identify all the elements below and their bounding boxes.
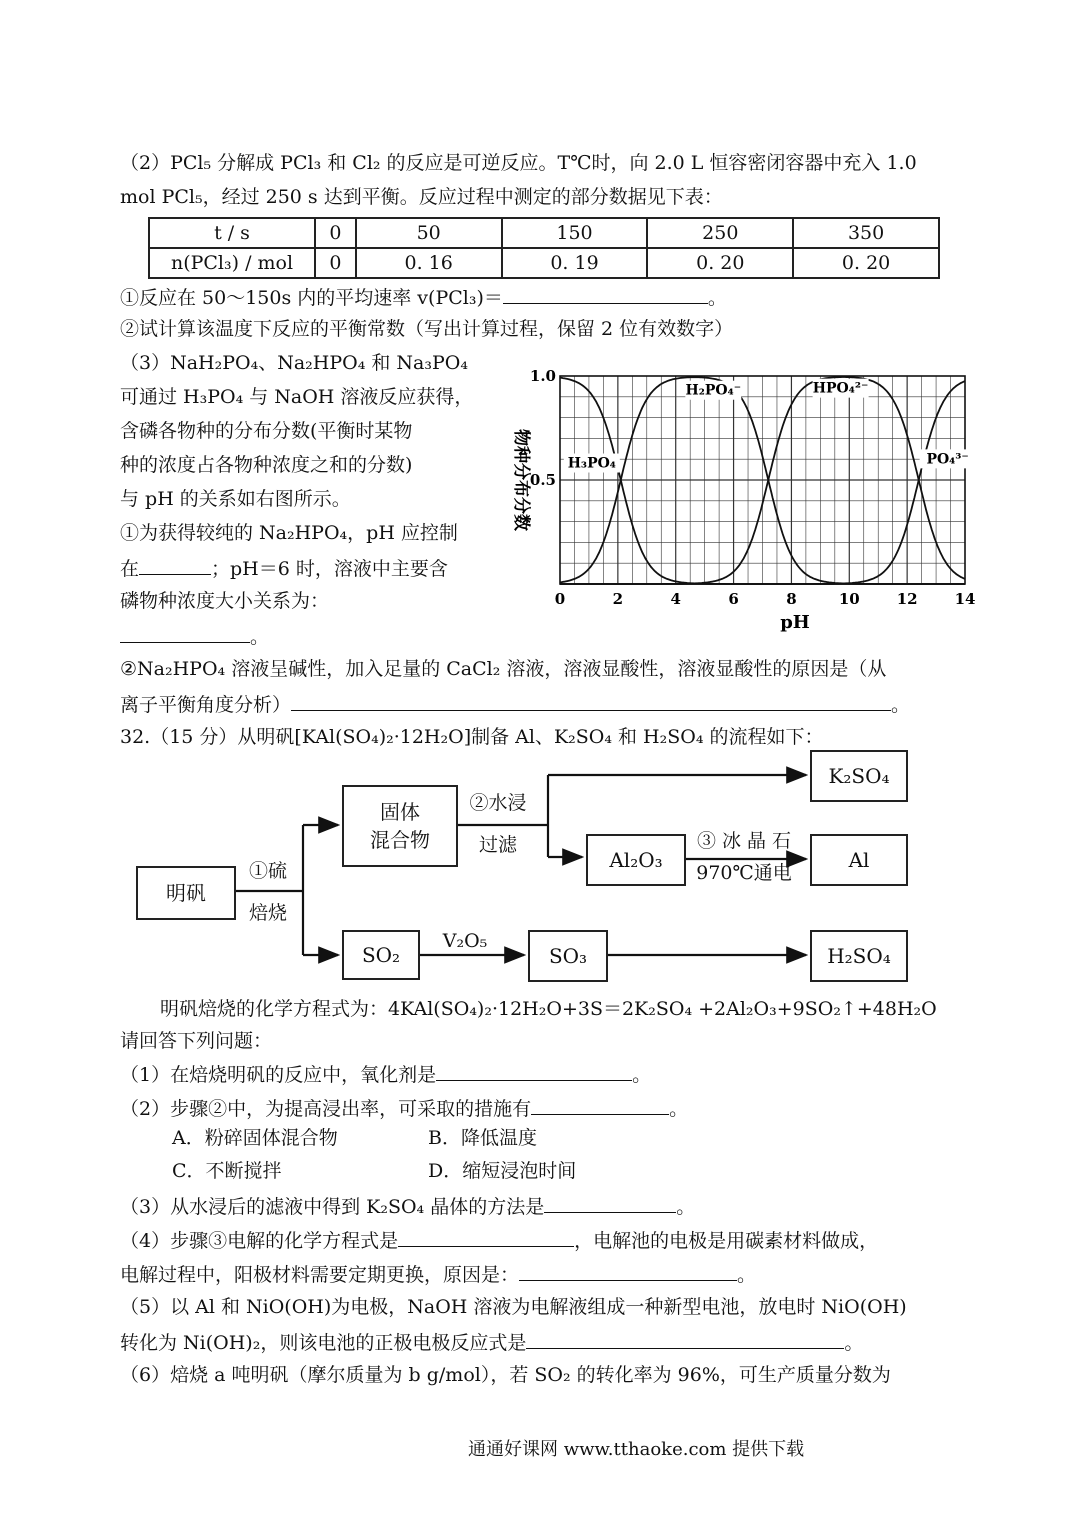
table-cell: 0. 20 [647,248,793,278]
step3-label-top: ③ 冰 晶 石 [696,830,792,852]
q3-line8: 磷物种浓度大小关系为： [120,590,330,612]
q3-line9-end: 。 [250,626,270,648]
q32-p2-text: （2）步骤②中，为提高浸出率，可采取的措施有 [120,1098,532,1120]
table-cell: 250 [647,218,793,248]
step1-label-top: ①硫 [248,860,287,882]
step3-label-bottom: 970℃通电 [696,862,792,884]
q2-line1: （2）PCl₅ 分解成 PCl₃ 和 Cl₂ 的反应是可逆反应。T℃时，向 2.0 L 恒容密闭容器中充入 1.0 [120,152,917,174]
catalyst-label: V₂O₅ [442,930,488,952]
q2-line2: mol PCl₅，经过 250 s 达到平衡。反应过程中测定的部分数据见下表： [120,186,723,208]
option-a: A．粉碎固体混合物 [172,1127,338,1149]
q3-line7-b: ；pH＝6 时，溶液中主要含 [211,558,448,580]
q32-p4-line2 [120,1262,756,1287]
q32-p5-end: 。 [844,1332,864,1354]
q32-p2-end: 。 [669,1098,689,1120]
answer-blank[interactable] [544,1194,676,1213]
box-alum: 明矾 [136,866,236,920]
q32-p5-line2 [120,1330,863,1355]
box-so2: SO₂ [342,930,420,980]
box-h2so4: H₂SO₄ [810,930,908,982]
box-so3: SO₃ [528,930,608,982]
x-axis-label: pH [780,612,810,633]
q2-sub1-end: 。 [707,287,727,309]
y-axis-label: 物种分布分数 [511,429,531,531]
table-cell: 0. 16 [356,248,502,278]
species-label: H₂PO₄⁻ [685,382,742,399]
q3-line: 可通过 H₃PO₄ 与 NaOH 溶液反应获得， [120,386,474,408]
q2-sub2: ②试计算该温度下反应的平衡常数（写出计算过程，保留 2 位有效数字） [120,318,734,340]
box-k2so4: K₂SO₄ [810,750,908,802]
box-al2o3: Al₂O₃ [586,834,686,886]
q32-p5-line1: （5）以 Al 和 NiO(OH)为电极，NaOH 溶液为电解液组成一种新型电池，放电时 NiO(OH) [120,1296,907,1318]
box-solid-mixture [342,785,458,867]
footer-credit: 通通好课网 www.tthaoke.com 提供下载 [468,1439,805,1460]
species-label: HPO₄²⁻ [812,380,869,397]
species-label: PO₄³⁻ [926,451,969,468]
table-cell: n(PCl₃) / mol [149,248,315,278]
q32-p3 [120,1194,695,1219]
table-cell: 0. 19 [502,248,648,278]
x-tick-label: 6 [728,590,739,608]
table-cell: 0 [315,218,356,248]
answer-blank[interactable] [398,1228,574,1247]
q32-p6: （6）焙烧 a 吨明矾（摩尔质量为 b g/mol），若 SO₂ 的转化率为 96%，可生产质量分数为 [120,1364,891,1386]
q32-p5-text: 转化为 Ni(OH)₂，则该电池的正极电极反应式是 [120,1332,527,1354]
table-cell: 50 [356,218,502,248]
box-solid-mixture-line2: 混合物 [370,828,430,852]
answer-blank[interactable] [519,1262,737,1281]
option-d: D．缩短浸泡时间 [428,1160,577,1182]
answer-blank[interactable] [531,1096,669,1115]
q3-line7-a: 在 [120,558,140,580]
x-tick-label: 12 [896,590,918,608]
q3-sub2-line2-b: 。 [891,694,911,716]
q32-p3-end: 。 [676,1196,696,1218]
box-solid-mixture-line1: 固体 [380,800,420,824]
option-c: C．不断搅拌 [172,1160,282,1182]
table-cell: 0 [315,248,356,278]
answer-blank[interactable] [526,1330,844,1349]
table-cell: 150 [502,218,648,248]
answer-blank[interactable] [436,1062,632,1081]
box-al: Al [810,834,908,886]
q3-line: （3）NaH₂PO₄、Na₂HPO₄ 和 Na₃PO₄ [120,352,468,374]
table-cell: 0. 20 [793,248,939,278]
q32-p1-end: 。 [632,1064,652,1086]
q32-title: 32.（15 分）从明矾[KAl(SO₄)₂·12H₂O]制备 Al、K₂SO₄ 和 H₂SO₄ 的流程如下： [120,726,824,748]
y-tick-label: 0.5 [529,471,556,489]
q32-p1 [120,1062,651,1087]
q32-p1-text: （1）在焙烧明矾的反应中，氧化剂是 [120,1064,437,1086]
option-b: B．降低温度 [428,1127,537,1149]
q32-p3-text: （3）从水浸后的滤液中得到 K₂SO₄ 晶体的方法是 [120,1196,545,1218]
q3-line: ①为获得较纯的 Na₂HPO₄，pH 应控制 [120,522,458,544]
prompt: 请回答下列问题： [120,1030,273,1052]
q3-line: 含磷各物种的分布分数(平衡时某物 [120,420,413,442]
x-tick-label: 14 [954,590,976,608]
q32-p2 [120,1096,688,1121]
species-label: H₃PO₄ [567,455,616,472]
q32-p4-text3: 电解过程中，阳极材料需要定期更换，原因是： [120,1264,520,1286]
q3-line: 与 pH 的关系如右图所示。 [120,488,351,510]
roasting-equation: 明矾焙烧的化学方程式为：4KAl(SO₄)₂·12H₂O+3S＝2K₂SO₄ +2Al₂O₃+9SO₂↑+48H₂O [160,998,937,1020]
step1-label-bottom: 焙烧 [248,902,287,924]
q3-sub2-line1: ②Na₂HPO₄ 溶液呈碱性，加入足量的 CaCl₂ 溶液，溶液显酸性，溶液显酸性的原因是（从 [120,658,887,680]
step2-label-bottom: 过滤 [478,834,517,856]
x-tick-label: 10 [838,590,860,608]
x-tick-label: 2 [612,590,624,608]
table-cell: t / s [149,218,315,248]
x-tick-label: 8 [786,590,797,608]
x-tick-label: 4 [670,590,681,608]
table-cell: 350 [793,218,939,248]
y-tick-label: 1.0 [529,367,556,385]
q32-p4-text2: ，电解池的电极是用碳素材料做成， [574,1230,879,1252]
q3-line: 种的浓度占各物种浓度之和的分数) [120,454,413,476]
q2-sub1-text: ①反应在 50～150s 内的平均速率 v(PCl₃)＝ [120,287,503,309]
x-tick-label: 0 [554,590,566,608]
q32-p4 [120,1228,878,1253]
q32-p4-text: （4）步骤③电解的化学方程式是 [120,1230,399,1252]
step2-label-top: ②水浸 [469,792,527,814]
q32-p4-end: 。 [737,1264,757,1286]
q3-sub2-line2-a: 离子平衡角度分析） [120,694,292,716]
